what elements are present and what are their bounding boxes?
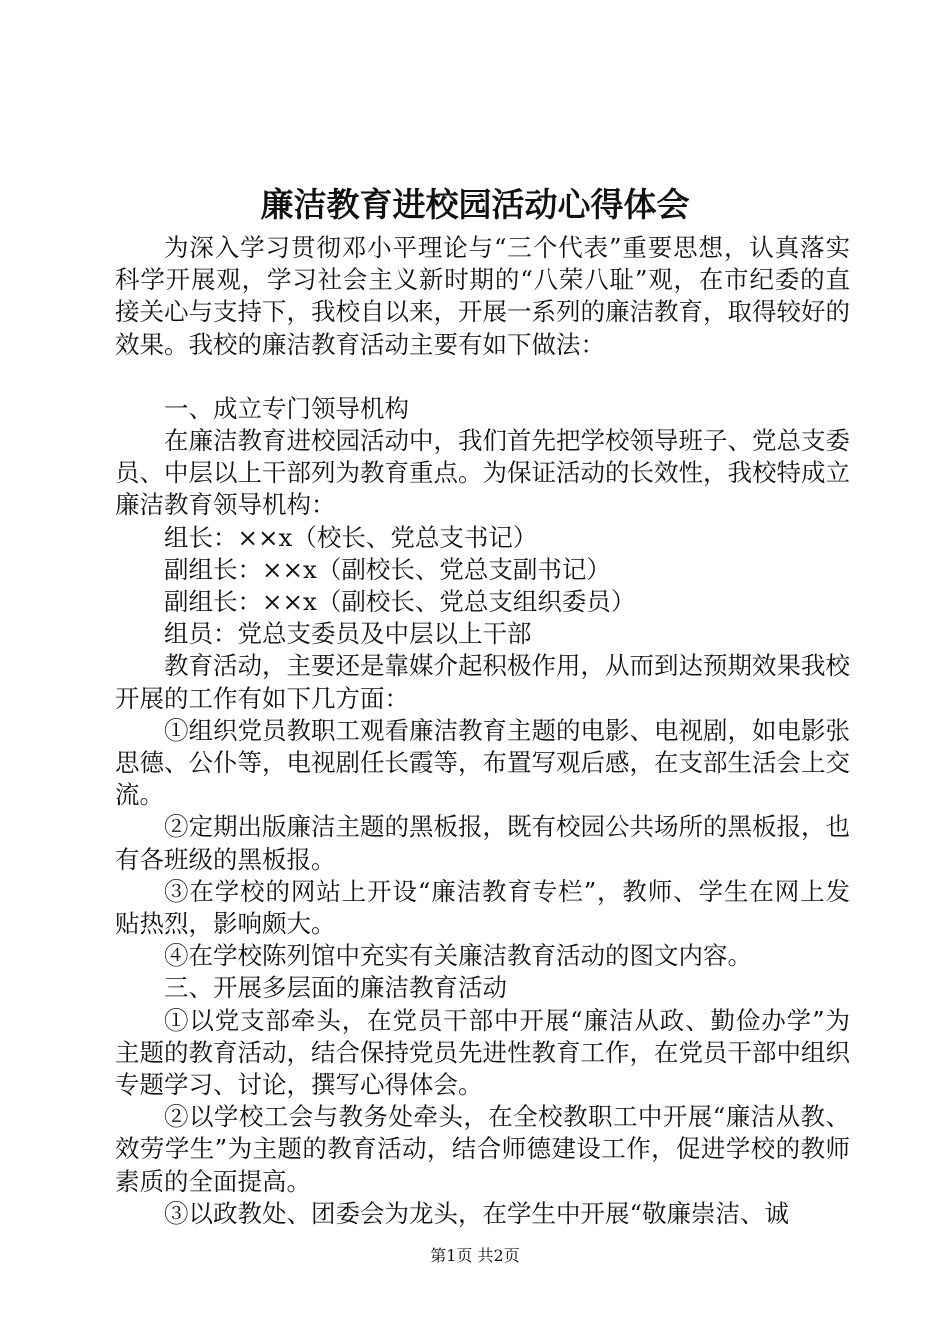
section-heading-3: 三、开展多层面的廉洁教育活动 bbox=[164, 973, 507, 1003]
page-footer: 第1页 共2页 bbox=[430, 1246, 520, 1265]
paragraph-intro: 为深入学习贯彻邓小平理论与“三个代表”重要思想，认真落实科学开展观，学习社会主义新时期的“八荣八耻”观，在市纪委的直接关心与支持下，我校自以来，开展一系列的廉洁教育，取得较好的效果。我校的廉洁教育活动主要有如下做法： bbox=[115, 233, 850, 359]
document-body bbox=[115, 232, 850, 1230]
paragraph: 教育活动，主要还是靠媒介起积极作用，从而到达预期效果我校开展的工作有如下几方面： bbox=[115, 651, 850, 713]
paragraph: 在廉洁教育进校园活动中，我们首先把学校领导班子、党总支委员、中层以上干部列为教育重点。为保证活动的长效性，我校特成立廉洁教育领导机构： bbox=[115, 426, 850, 520]
list-item: ①组织党员教职工观看廉洁教育主题的电影、电视剧，如电影张思德、公仆等，电视剧任长霞等，布置写观后感，在支部生活会上交流。 bbox=[115, 715, 850, 810]
list-item: ①以党支部牵头，在党员干部中开展“廉洁从政、勤俭办学”为主题的教育活动，结合保持党员先进性教育工作，在党员干部中组织专题学习、讨论，撰写心得体会。 bbox=[115, 1005, 850, 1100]
section-heading-1: 一、成立专门领导机构 bbox=[164, 393, 409, 423]
page-title: 廉洁教育进校园活动心得体会 bbox=[260, 185, 690, 224]
list-item: ③在学校的网站上开设“廉洁教育专栏”，教师、学生在网上发贴热烈，影响颇大。 bbox=[115, 876, 850, 939]
list-item: ②以学校工会与教务处牵头，在全校教职工中开展“廉洁从教、效劳学生”为主题的教育活动，结合师德建设工作，促进学校的教师素质的全面提高。 bbox=[115, 1102, 850, 1196]
list-item: ③以政教处、团委会为龙头，在学生中开展“敬廉崇洁、诚 bbox=[164, 1198, 790, 1228]
list-item: 组员：党总支委员及中层以上干部 bbox=[164, 619, 532, 649]
list-item: 副组长：××x（副校长、党总支副书记） bbox=[164, 554, 611, 584]
list-item: ②定期出版廉洁主题的黑板报，既有校园公共场所的黑板报，也有各班级的黑板报。 bbox=[115, 812, 850, 874]
list-item: 副组长：××x（副校长、党总支组织委员） bbox=[164, 587, 636, 617]
list-item: 组长：××x（校长、党总支书记） bbox=[164, 522, 538, 552]
list-item: ④在学校陈列馆中充实有关廉洁教育活动的图文内容。 bbox=[164, 941, 752, 971]
